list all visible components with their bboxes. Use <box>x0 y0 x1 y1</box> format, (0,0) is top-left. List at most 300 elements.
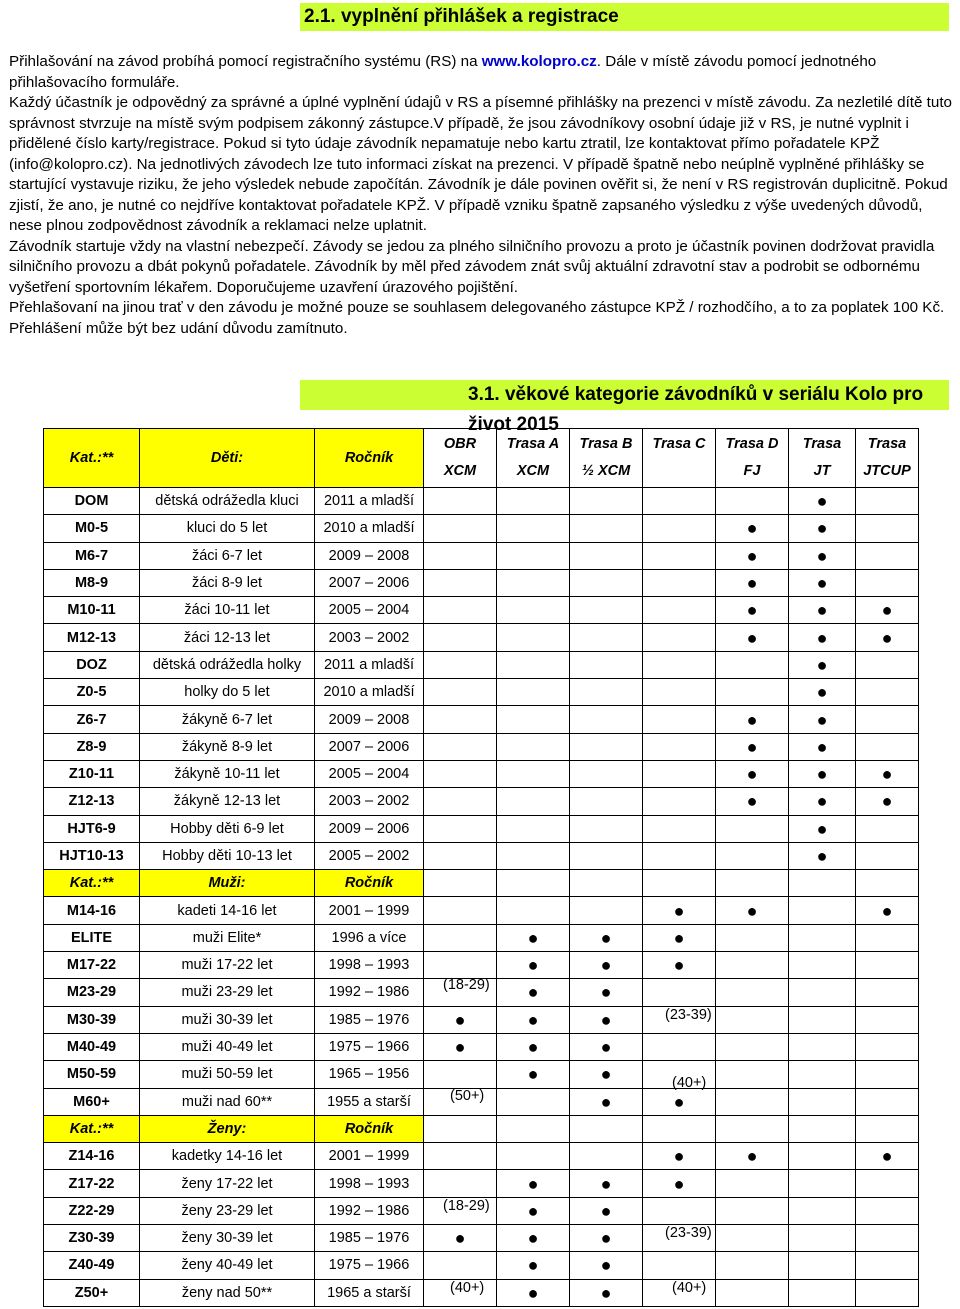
track-empty <box>570 815 643 842</box>
track-empty <box>424 952 497 979</box>
track-empty <box>424 515 497 542</box>
track-name: Trasa B <box>579 436 633 452</box>
track-dot: ● <box>497 1033 570 1060</box>
section-kat: Kat.:** <box>44 870 140 897</box>
category-code: Z6-7 <box>44 706 140 733</box>
category-years: 2010 a mladší <box>315 515 424 542</box>
note-women-obr-18-29: (18-29) <box>443 1198 490 1214</box>
track-empty <box>716 1006 789 1033</box>
track-dot: ● <box>716 624 789 651</box>
track-empty <box>643 1197 716 1224</box>
track-dot: ● <box>856 1143 919 1170</box>
category-desc: muži 30-39 let <box>140 1006 315 1033</box>
track-empty <box>643 842 716 869</box>
track-empty <box>424 1252 497 1279</box>
track-empty <box>856 515 919 542</box>
note-men-c-23-39: (23-39) <box>665 1007 712 1023</box>
track-dot: ● <box>789 488 856 515</box>
track-name: Trasa A <box>506 436 560 452</box>
track-dot: ● <box>716 760 789 787</box>
track-empty <box>424 597 497 624</box>
section-heading-registration: 2.1. vyplnění přihlášek a registrace <box>300 3 949 31</box>
track-empty <box>424 897 497 924</box>
track-empty <box>643 624 716 651</box>
category-years: 2011 a mladší <box>315 488 424 515</box>
track-empty <box>716 1252 789 1279</box>
track-empty <box>424 924 497 951</box>
category-desc: muži 40-49 let <box>140 1033 315 1060</box>
table-row <box>44 1006 919 1033</box>
track-empty <box>789 979 856 1006</box>
track-dot: ● <box>424 1033 497 1060</box>
track-dot: ● <box>643 897 716 924</box>
track-empty <box>570 842 643 869</box>
track-empty <box>424 1170 497 1197</box>
table-row <box>44 1033 919 1060</box>
category-years: 1992 – 1986 <box>315 1197 424 1224</box>
table-row <box>44 651 919 678</box>
table-row <box>44 733 919 760</box>
track-dot: ● <box>497 924 570 951</box>
track-empty <box>424 842 497 869</box>
track-empty <box>643 788 716 815</box>
track-dot: ● <box>570 1197 643 1224</box>
track-empty <box>570 488 643 515</box>
category-desc: kluci do 5 let <box>140 515 315 542</box>
men-section-row <box>44 870 919 897</box>
track-empty <box>497 733 570 760</box>
track-dot: ● <box>716 542 789 569</box>
table-row <box>44 542 919 569</box>
kolopro-link[interactable]: www.kolopro.cz <box>481 53 597 70</box>
track-dot: ● <box>856 760 919 787</box>
category-years: 1985 – 1976 <box>315 1006 424 1033</box>
category-code: Z30-39 <box>44 1225 140 1252</box>
section-heading-categories: 3.1. věkové kategorie závodníků v seriálu Kolo pro život 2015 <box>300 380 949 410</box>
track-dot: ● <box>716 569 789 596</box>
track-dot: ● <box>497 1252 570 1279</box>
category-years: 2001 – 1999 <box>315 1143 424 1170</box>
category-desc: kadetky 14-16 let <box>140 1143 315 1170</box>
category-code: M10-11 <box>44 597 140 624</box>
track-empty <box>497 760 570 787</box>
track-dot: ● <box>643 952 716 979</box>
paragraph-responsibility: Každý účastník je odpovědný za správné a úplné vyplnění údajů v RS a písemné přihlášky na prezenci v místě závodu. Za nezletilé dítě tuto správnost stvrzuje na místě svým podpisem zákonný zástupce.V případě, že jsou závodníkovy osobní údaje již v RS, je nutné vyplnit i přidělené číslo karty/registrace. Pokud si tyto údaje závodník nepamatuje nebo kartu ztratil, lze kontaktovat přímo pořadatele KPŽ (info@kolopro.cz). Na jednotlivých závodech lze tuto informaci získat na prezenci. V případě špatně nebo neúplně vyplněné přihlášky se startující vystavuje riziku, že jeho výsledek nebude započítán. Závodník je dále povinen ověřit si, že není v RS registrován duplicitně. Pokud zjistí, že ano, je nutné co nejdříve kontaktovat pořadatele KPŽ. V případě vzniku špatně zapsaného výsledku z výše uvedených důvodů, nese plnou zodpovědnost závodník a reklamaci nelze uplatnit. <box>9 94 953 234</box>
category-code: M40-49 <box>44 1033 140 1060</box>
category-table-body <box>44 429 919 1307</box>
category-years: 2001 – 1999 <box>315 897 424 924</box>
track-dot: ● <box>497 1197 570 1224</box>
track-empty <box>643 597 716 624</box>
track-dot: ● <box>789 515 856 542</box>
track-empty <box>497 788 570 815</box>
track-empty <box>856 952 919 979</box>
track-dot: ● <box>789 733 856 760</box>
track-dot: ● <box>424 1006 497 1033</box>
track-empty <box>424 788 497 815</box>
track-empty <box>497 1088 570 1115</box>
track-empty <box>789 1143 856 1170</box>
track-empty <box>856 733 919 760</box>
track-empty <box>643 651 716 678</box>
section-group: Muži: <box>140 870 315 897</box>
category-code: Z40-49 <box>44 1252 140 1279</box>
paragraph-reregistration: Přehlašovaní na jinou trať v den závodu je možné pouze se souhlasem delegovaného zástupce KPŽ / rozhodčího, a to za poplatek 100 Kč. Přehlášení může být bez udání důvodu zamítnuto. <box>9 299 945 337</box>
category-code: Z0-5 <box>44 679 140 706</box>
track-dot: ● <box>570 979 643 1006</box>
category-desc: žákyně 8-9 let <box>140 733 315 760</box>
track-empty <box>570 733 643 760</box>
track-dot: ● <box>497 1279 570 1306</box>
track-empty <box>643 515 716 542</box>
table-row <box>44 1143 919 1170</box>
category-desc: muži 23-29 let <box>140 979 315 1006</box>
track-empty <box>856 679 919 706</box>
table-row <box>44 952 919 979</box>
category-years: 2009 – 2006 <box>315 815 424 842</box>
table-row <box>44 1225 919 1252</box>
category-desc: dětská odrážedla holky <box>140 651 315 678</box>
track-dot: ● <box>570 1033 643 1060</box>
category-years: 2009 – 2008 <box>315 706 424 733</box>
category-table <box>43 428 919 1307</box>
category-code: Z12-13 <box>44 788 140 815</box>
track-empty <box>716 1279 789 1306</box>
track-empty <box>570 706 643 733</box>
category-code: ELITE <box>44 924 140 951</box>
track-empty <box>497 597 570 624</box>
track-empty <box>716 1115 789 1142</box>
note-men-obr-50: (50+) <box>450 1088 485 1104</box>
track-type: XCM <box>516 463 550 479</box>
track-empty <box>424 569 497 596</box>
track-empty <box>856 1006 919 1033</box>
category-years: 2007 – 2006 <box>315 569 424 596</box>
category-code: DOM <box>44 488 140 515</box>
track-name: Trasa D <box>725 436 779 452</box>
track-empty <box>716 842 789 869</box>
track-type: JTCUP <box>863 463 911 479</box>
track-dot: ● <box>497 1225 570 1252</box>
track-dot: ● <box>789 624 856 651</box>
track-empty <box>497 488 570 515</box>
track-empty <box>856 706 919 733</box>
track-dot: ● <box>643 924 716 951</box>
track-dot: ● <box>497 979 570 1006</box>
category-desc: žáci 8-9 let <box>140 569 315 596</box>
category-years: 1965 a starší <box>315 1279 424 1306</box>
category-desc: žáci 6-7 let <box>140 542 315 569</box>
category-code: Z50+ <box>44 1279 140 1306</box>
track-empty <box>789 897 856 924</box>
track-empty <box>856 1279 919 1306</box>
track-empty <box>716 679 789 706</box>
track-empty <box>570 1143 643 1170</box>
track-empty <box>570 651 643 678</box>
section-group: Ženy: <box>140 1115 315 1142</box>
track-empty <box>497 815 570 842</box>
category-desc: muži 17-22 let <box>140 952 315 979</box>
track-empty <box>789 924 856 951</box>
track-dot: ● <box>789 760 856 787</box>
track-type: XCM <box>443 463 477 479</box>
track-empty <box>497 1115 570 1142</box>
track-empty <box>716 979 789 1006</box>
track-empty <box>497 870 570 897</box>
track-empty <box>789 1088 856 1115</box>
category-code: Z17-22 <box>44 1170 140 1197</box>
note-women-c-23-39: (23-39) <box>665 1225 712 1241</box>
category-code: M0-5 <box>44 515 140 542</box>
category-code: M14-16 <box>44 897 140 924</box>
track-name: Trasa <box>802 436 842 452</box>
section-rocnik: Ročník <box>315 870 424 897</box>
track-empty <box>789 1225 856 1252</box>
track-dot: ● <box>856 624 919 651</box>
track-empty <box>643 733 716 760</box>
category-desc: Hobby děti 10-13 let <box>140 842 315 869</box>
category-desc: žáci 12-13 let <box>140 624 315 651</box>
track-empty <box>643 760 716 787</box>
paragraph-risk: Závodník startuje vždy na vlastní nebezpečí. Závody se jedou za plného silničního provozu a proto je účastník povinen dodržovat pravidla silničního provozu a dbát pokynů pořadatele. Závodník by měl před závodem znát svůj aktuální zdravotní stav a podrobit se odbornému vyšetření sportovním lékařem. Doporučujeme uzavření úrazového pojištění. <box>9 237 935 296</box>
track-empty <box>856 924 919 951</box>
note-men-c-40: (40+) <box>672 1075 707 1091</box>
header-track <box>856 429 919 488</box>
table-row <box>44 1061 919 1088</box>
track-empty <box>856 1170 919 1197</box>
section-rocnik: Ročník <box>315 1115 424 1142</box>
category-desc: muži Elite* <box>140 924 315 951</box>
track-empty <box>716 870 789 897</box>
track-empty <box>856 842 919 869</box>
track-empty <box>570 1115 643 1142</box>
category-code: M23-29 <box>44 979 140 1006</box>
track-empty <box>789 1170 856 1197</box>
track-empty <box>424 870 497 897</box>
track-empty <box>716 1088 789 1115</box>
track-dot: ● <box>716 515 789 542</box>
track-dot: ● <box>716 733 789 760</box>
header-rocnik: Ročník <box>315 429 424 488</box>
category-desc: žákyně 10-11 let <box>140 760 315 787</box>
category-years: 1998 – 1993 <box>315 952 424 979</box>
table-row <box>44 624 919 651</box>
track-empty <box>856 1115 919 1142</box>
track-dot: ● <box>789 815 856 842</box>
category-code: M50-59 <box>44 1061 140 1088</box>
track-empty <box>497 569 570 596</box>
header-group-children: Děti: <box>140 429 315 488</box>
track-dot: ● <box>570 924 643 951</box>
category-desc: žáci 10-11 let <box>140 597 315 624</box>
track-empty <box>643 1033 716 1060</box>
category-desc: ženy 23-29 let <box>140 1197 315 1224</box>
category-years: 1985 – 1976 <box>315 1225 424 1252</box>
track-empty <box>570 679 643 706</box>
category-years: 2003 – 2002 <box>315 788 424 815</box>
track-dot: ● <box>424 1225 497 1252</box>
track-dot: ● <box>570 1279 643 1306</box>
header-track <box>716 429 789 488</box>
track-empty <box>789 1197 856 1224</box>
table-row <box>44 1170 919 1197</box>
track-name: Trasa <box>867 436 907 452</box>
track-empty <box>789 1115 856 1142</box>
section-kat: Kat.:** <box>44 1115 140 1142</box>
track-empty <box>570 897 643 924</box>
table-row <box>44 679 919 706</box>
track-empty <box>570 569 643 596</box>
track-empty <box>643 488 716 515</box>
table-row <box>44 569 919 596</box>
track-dot: ● <box>716 1143 789 1170</box>
category-years: 2010 a mladší <box>315 679 424 706</box>
track-empty <box>789 1279 856 1306</box>
track-empty <box>424 706 497 733</box>
track-empty <box>789 1006 856 1033</box>
track-empty <box>424 1061 497 1088</box>
track-dot: ● <box>789 597 856 624</box>
category-code: M12-13 <box>44 624 140 651</box>
category-code: HJT6-9 <box>44 815 140 842</box>
category-years: 2005 – 2004 <box>315 597 424 624</box>
track-empty <box>856 1252 919 1279</box>
track-dot: ● <box>497 1061 570 1088</box>
track-empty <box>716 952 789 979</box>
track-dot: ● <box>789 842 856 869</box>
track-empty <box>856 979 919 1006</box>
track-empty <box>570 597 643 624</box>
header-track <box>424 429 497 488</box>
track-empty <box>856 488 919 515</box>
track-dot: ● <box>570 1225 643 1252</box>
category-years: 1996 a více <box>315 924 424 951</box>
track-dot: ● <box>789 542 856 569</box>
table-row <box>44 897 919 924</box>
track-dot: ● <box>570 1006 643 1033</box>
category-code: Z22-29 <box>44 1197 140 1224</box>
track-empty <box>856 1088 919 1115</box>
track-dot: ● <box>570 952 643 979</box>
category-code: M17-22 <box>44 952 140 979</box>
track-empty <box>856 651 919 678</box>
track-name: OBR <box>443 436 477 452</box>
track-empty <box>716 651 789 678</box>
track-empty <box>856 542 919 569</box>
track-empty <box>643 979 716 1006</box>
track-dot: ● <box>716 706 789 733</box>
track-empty <box>497 651 570 678</box>
track-empty <box>497 515 570 542</box>
table-row <box>44 788 919 815</box>
track-empty <box>716 1061 789 1088</box>
track-dot: ● <box>716 597 789 624</box>
track-empty <box>856 815 919 842</box>
track-empty <box>643 1115 716 1142</box>
track-empty <box>424 488 497 515</box>
track-dot: ● <box>856 788 919 815</box>
category-years: 2005 – 2004 <box>315 760 424 787</box>
track-empty <box>643 706 716 733</box>
track-dot: ● <box>789 679 856 706</box>
track-dot: ● <box>497 1170 570 1197</box>
table-row <box>44 760 919 787</box>
note-women-c-40: (40+) <box>672 1280 707 1296</box>
track-empty <box>716 924 789 951</box>
table-row <box>44 515 919 542</box>
track-empty <box>789 952 856 979</box>
track-dot: ● <box>789 569 856 596</box>
category-years: 1975 – 1966 <box>315 1252 424 1279</box>
track-empty <box>424 760 497 787</box>
track-empty <box>424 679 497 706</box>
track-dot: ● <box>497 952 570 979</box>
category-years: 2003 – 2002 <box>315 624 424 651</box>
track-empty <box>497 897 570 924</box>
category-code: HJT10-13 <box>44 842 140 869</box>
category-years: 2011 a mladší <box>315 651 424 678</box>
track-dot: ● <box>570 1170 643 1197</box>
track-empty <box>497 624 570 651</box>
category-years: 2007 – 2006 <box>315 733 424 760</box>
header-kat: Kat.:** <box>44 429 140 488</box>
track-empty <box>570 542 643 569</box>
category-desc: kadeti 14-16 let <box>140 897 315 924</box>
category-desc: ženy nad 50** <box>140 1279 315 1306</box>
track-dot: ● <box>643 1143 716 1170</box>
track-type <box>643 458 715 485</box>
track-dot: ● <box>716 897 789 924</box>
table-row <box>44 842 919 869</box>
track-empty <box>716 815 789 842</box>
track-empty <box>497 542 570 569</box>
track-empty <box>789 870 856 897</box>
category-code: M6-7 <box>44 542 140 569</box>
track-empty <box>424 542 497 569</box>
track-empty <box>570 870 643 897</box>
track-type: FJ <box>743 463 761 479</box>
header-track <box>789 429 856 488</box>
track-empty <box>497 706 570 733</box>
category-desc: Hobby děti 6-9 let <box>140 815 315 842</box>
track-empty <box>856 1197 919 1224</box>
track-empty <box>497 1143 570 1170</box>
category-desc: ženy 30-39 let <box>140 1225 315 1252</box>
track-empty <box>570 515 643 542</box>
track-empty <box>643 815 716 842</box>
track-dot: ● <box>643 1088 716 1115</box>
category-years: 1955 a starší <box>315 1088 424 1115</box>
track-dot: ● <box>716 788 789 815</box>
table-row <box>44 597 919 624</box>
track-empty <box>643 870 716 897</box>
track-empty <box>424 1115 497 1142</box>
track-dot: ● <box>789 788 856 815</box>
registration-text <box>9 52 959 339</box>
header-track <box>643 429 716 488</box>
track-empty <box>643 1252 716 1279</box>
track-dot: ● <box>789 706 856 733</box>
table-row <box>44 488 919 515</box>
track-empty <box>856 1061 919 1088</box>
track-empty <box>856 1033 919 1060</box>
track-dot: ● <box>497 1006 570 1033</box>
category-years: 2009 – 2008 <box>315 542 424 569</box>
track-empty <box>716 1225 789 1252</box>
note-women-obr-40: (40+) <box>450 1280 485 1296</box>
track-empty <box>497 842 570 869</box>
track-empty <box>856 1225 919 1252</box>
